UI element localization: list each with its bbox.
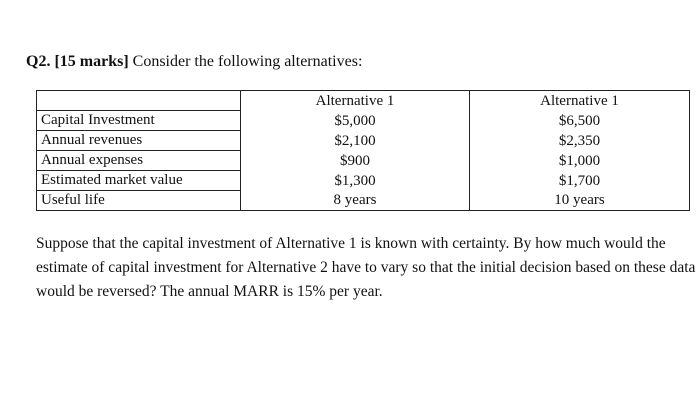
table-row <box>37 191 690 211</box>
row-label: Useful life <box>37 191 241 211</box>
header-blank-cell <box>37 91 241 111</box>
table-row <box>37 111 690 131</box>
table-header-row <box>37 91 690 111</box>
question-body: Suppose that the capital investment of Alternative 1 is known with certainty. By how much would the estimate of capital investment for Alternative 2 have to vary so that the initial decision based on these data would be reversed? The annual MARR is 15% per year. <box>36 235 696 300</box>
table-row <box>37 151 690 171</box>
header-alternative-1: Alternative 1 <box>241 91 470 111</box>
table-row <box>37 131 690 151</box>
alt2-value: 10 years <box>470 191 690 211</box>
table-row <box>37 171 690 191</box>
question-text: Consider the following alternatives: <box>128 53 363 70</box>
question-label: Q2. [15 marks] <box>26 53 129 70</box>
alt1-value: $5,000 <box>241 111 470 131</box>
alt2-value: $6,500 <box>470 111 690 131</box>
header-alternative-2: Alternative 1 <box>470 91 690 111</box>
alt2-value: $2,350 <box>470 131 690 151</box>
alt1-value: $2,100 <box>241 131 470 151</box>
question-heading <box>26 52 362 72</box>
row-label: Capital Investment <box>37 111 241 131</box>
alt1-value: $1,300 <box>241 171 470 191</box>
row-label: Annual revenues <box>37 131 241 151</box>
row-label: Annual expenses <box>37 151 241 171</box>
alternatives-table <box>36 90 690 211</box>
alt1-value: 8 years <box>241 191 470 211</box>
alt2-value: $1,700 <box>470 171 690 191</box>
row-label: Estimated market value <box>37 171 241 191</box>
alt2-value: $1,000 <box>470 151 690 171</box>
alt1-value: $900 <box>241 151 470 171</box>
